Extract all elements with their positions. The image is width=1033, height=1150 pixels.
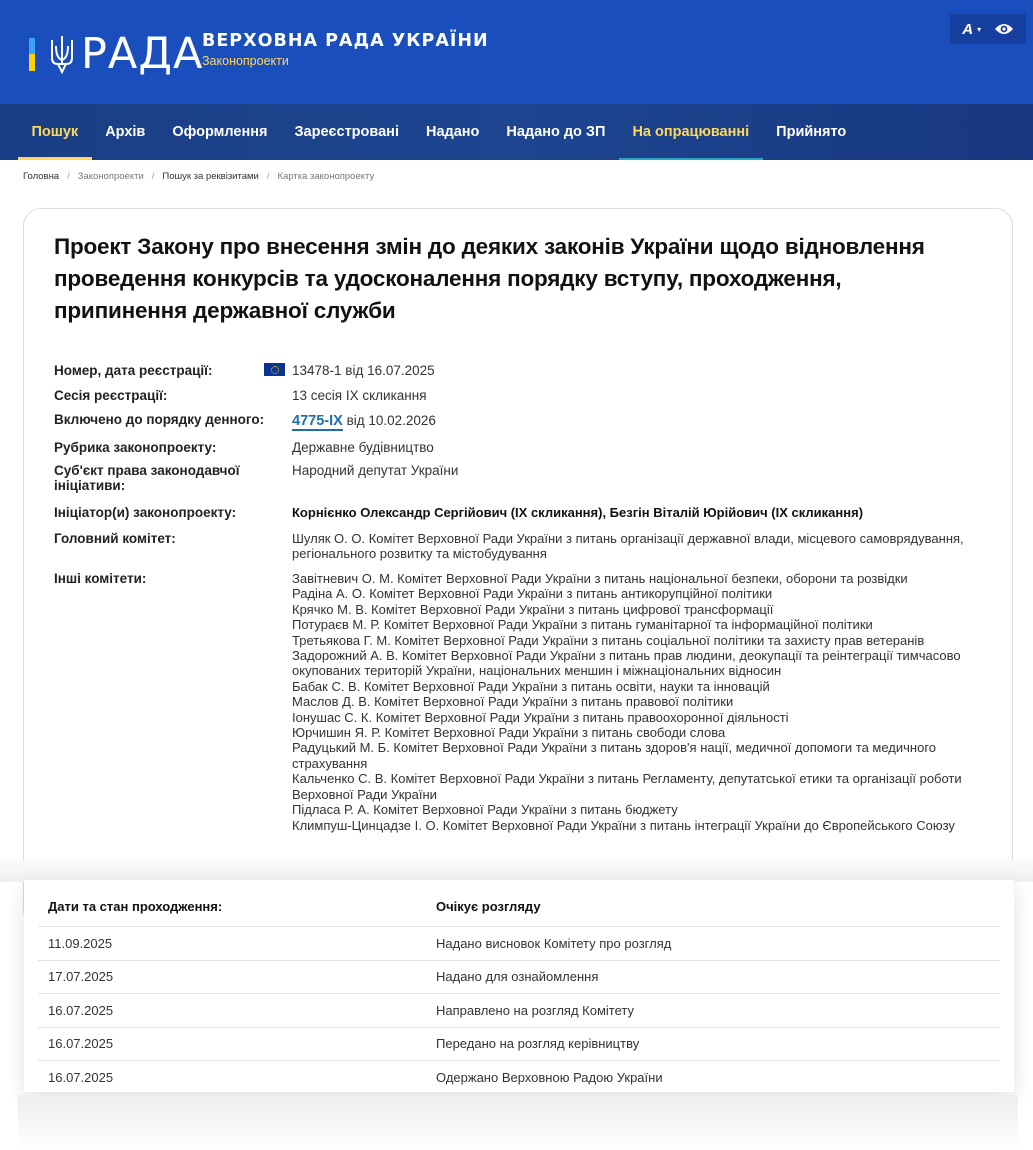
stage-row: [38, 1061, 1000, 1095]
field-session: [54, 388, 994, 403]
breadcrumb-bills[interactable]: Законопроекти: [77, 171, 144, 182]
field-value: 13 сесія IX скликання: [292, 388, 427, 403]
committee-item: Бабак С. В. Комітет Верховної Ради України з питань освіти, науки та інновацій: [292, 678, 770, 694]
field-value: Шуляк О. О. Комітет Верховної Ради України з питань організації державної влади, місцевого самоврядування, регіонального розвитку та містобудування: [292, 531, 964, 561]
committee-item: Третьякова Г. М. Комітет Верховної Ради України з питань соціальної політики та захисту прав ветеранів: [292, 632, 925, 648]
field-label: Сесія реєстрації:: [54, 388, 168, 403]
stage-date: 16.07.2025: [48, 1002, 114, 1018]
field-registration: [54, 363, 994, 378]
committee-item: Юрчишин Я. Р. Комітет Верховної Ради України з питань свободи слова: [292, 725, 726, 741]
nav-item-archive[interactable]: Архів: [105, 124, 146, 140]
committee-item: Кальченко С. В. Комітет Верховної Ради України з питань Регламенту, депутатської етики та організації роботи Верховної Ради України: [292, 771, 962, 802]
site-title: ВЕРХОВНА РАДА УКРАЇНИ: [202, 31, 489, 51]
committee-item: Завітневич О. М. Комітет Верховної Ради України з питань національної безпеки, оборони та розвідки: [292, 571, 908, 586]
nav-item-registered[interactable]: Зареєстровані: [294, 124, 399, 140]
overlay-fade: [0, 860, 1033, 882]
stages-table: [38, 886, 1000, 1095]
agenda-link[interactable]: 4775-IX: [292, 413, 343, 429]
font-size-icon: A: [962, 20, 974, 38]
stage-date: 16.07.2025: [48, 1036, 114, 1052]
stage-row: [38, 1028, 1000, 1062]
ukraine-flag-icon: [29, 38, 35, 71]
field-rubric: [54, 440, 994, 455]
field-other-committees: [54, 571, 994, 833]
nav-item-submitted-to-zp[interactable]: Надано до ЗП: [506, 124, 606, 140]
stage-date: 17.07.2025: [48, 969, 114, 985]
field-label: Головний комітет:: [54, 531, 176, 546]
stage-date: 11.09.2025: [48, 935, 113, 951]
committee-item: Маслов Д. В. Комітет Верховної Ради України з питань правової політики: [292, 694, 734, 710]
field-initiative-subject: [54, 463, 994, 493]
agenda-date: від 10.02.2026: [346, 413, 436, 428]
eye-icon[interactable]: [994, 22, 1014, 36]
site-logo[interactable]: [29, 29, 204, 79]
bottom-shade: [18, 1095, 1018, 1150]
breadcrumb-search-by-details[interactable]: Пошук за реквізитами: [162, 171, 259, 182]
nav-item-drafting[interactable]: Оформлення: [172, 124, 268, 140]
field-main-committee: [54, 531, 994, 561]
site-titles: [202, 31, 489, 68]
stages-header-label: Дати та стан проходження:: [48, 898, 223, 914]
field-value: [292, 412, 982, 430]
stage-row: [38, 927, 1000, 961]
committee-item: Підласа Р. А. Комітет Верховної Ради України з питань бюджету: [292, 802, 678, 818]
logo-wordmark: РАДА: [81, 29, 204, 79]
stages-header-row: [38, 886, 1000, 927]
stage-event: Надано висновок Комітету про розгляд: [436, 935, 672, 951]
font-size-button[interactable]: [962, 21, 981, 38]
committee-item: Радуцький М. Б. Комітет Верховної Ради України з питань здоров'я нації, медичної допомоги та медичного страхування: [292, 740, 937, 771]
field-value: [292, 363, 982, 378]
field-label: Ініціатор(и) законопроекту:: [54, 505, 237, 520]
registration-number-date: 13478-1 від 16.07.2025: [292, 363, 435, 378]
stage-event: Надано для ознайомлення: [436, 969, 599, 985]
nav-item-search[interactable]: Пошук: [18, 104, 92, 160]
site-subtitle[interactable]: Законопроекти: [202, 54, 289, 68]
field-label: Інші комітети:: [54, 571, 147, 586]
stage-date: 16.07.2025: [48, 1070, 114, 1086]
breadcrumb-current: Картка законопроекту: [277, 171, 375, 182]
committee-item: Радіна А. О. Комітет Верховної Ради України з питань антикорупційної політики: [292, 586, 773, 602]
stage-row: [38, 961, 1000, 995]
nav-item-submitted[interactable]: Надано: [425, 124, 480, 140]
breadcrumb-separator: /: [151, 171, 155, 182]
stages-panel: [24, 880, 1014, 1092]
field-label: Включено до порядку денного:: [54, 412, 265, 427]
stage-row: [38, 994, 1000, 1028]
committee-list: [292, 571, 982, 833]
main-nav: [0, 104, 1033, 160]
stage-event: Одержано Верховною Радою України: [436, 1070, 663, 1086]
field-value: Державне будівництво: [292, 440, 434, 455]
committee-item: Задорожний А. В. Комітет Верховної Ради України з питань прав людини, деокупації та реінтеграції тимчасово окупованих територій України, національних меншин і міжнаціональних відносин: [292, 648, 961, 679]
field-label: Номер, дата реєстрації:: [54, 363, 213, 378]
breadcrumb-home[interactable]: Головна: [23, 171, 60, 182]
committee-item: Климпуш-Цинцадзе І. О. Комітет Верховної Ради України з питань інтеграції України до Європейського Союзу: [292, 817, 955, 833]
stage-event: Направлено на розгляд Комітету: [436, 1002, 634, 1018]
breadcrumb-separator: /: [67, 171, 70, 182]
committee-item: Іонушас С. К. Комітет Верховної Ради України з питань правоохоронної діяльності: [292, 709, 789, 725]
committee-item: Потураєв М. Р. Комітет Верховної Ради України з питань гуманітарної та інформаційної політики: [292, 617, 873, 633]
breadcrumb-separator: /: [266, 171, 270, 182]
field-value: Народний депутат України: [292, 463, 459, 478]
eu-flag-icon: [264, 363, 285, 376]
field-initiators: [54, 505, 994, 520]
field-label: Суб'єкт права законодавчої ініціативи:: [54, 463, 240, 493]
chevron-down-icon: ▾: [977, 24, 982, 34]
breadcrumb: [23, 171, 374, 182]
trident-icon: [49, 34, 75, 74]
field-value: Корнієнко Олександр Сергійович (IX скликання), Безгін Віталій Юрійович (IX скликання): [292, 505, 864, 520]
committee-item: Крячко М. В. Комітет Верховної Ради України з питань цифрової трансформації: [292, 601, 774, 617]
accessibility-controls: [950, 14, 1026, 44]
site-header: [0, 0, 1033, 104]
bill-title: Проект Закону про внесення змін до деяких законів України щодо відновлення проведення конкурсів та удосконалення порядку вступу, проходження, припинення державної служби: [54, 234, 925, 323]
stage-event: Передано на розгляд керівництву: [436, 1036, 640, 1052]
nav-item-in-progress[interactable]: На опрацюванні: [619, 104, 763, 160]
field-agenda: [54, 412, 994, 430]
nav-item-adopted[interactable]: Прийнято: [776, 124, 847, 140]
stages-status: Очікує розгляду: [436, 898, 541, 914]
bill-card: [23, 208, 1013, 928]
field-label: Рубрика законопроекту:: [54, 440, 217, 455]
